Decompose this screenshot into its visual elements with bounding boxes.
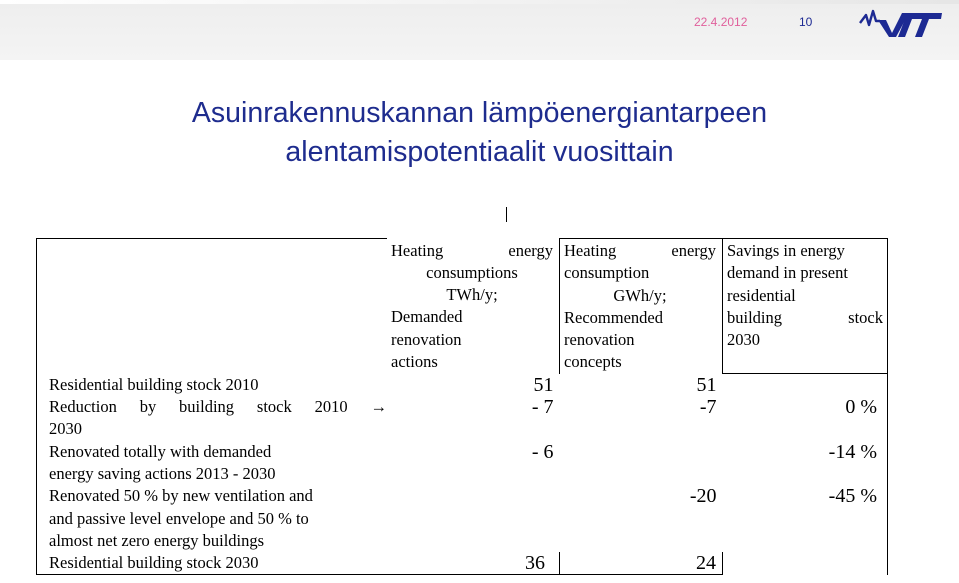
logo-text: VTT <box>856 9 858 10</box>
vtt-logo <box>856 9 942 39</box>
row-value-recommended <box>560 441 723 486</box>
row-label: Reduction by building stock 2010 → 2030 <box>37 396 388 441</box>
header-bar <box>0 0 959 60</box>
slide-title <box>0 94 959 172</box>
title-line-2: alentamispotentiaalit vuosittain <box>285 136 674 168</box>
row-value-savings: -14 % <box>723 441 888 486</box>
row-value-recommended: 51 <box>696 373 717 396</box>
header-savings: Savings in energy demand in present residential building stock 2030 <box>723 239 888 374</box>
row-label: Residential building stock 2030 <box>37 552 388 575</box>
table-row <box>37 552 888 575</box>
row-label: Residential building stock 2010 <box>37 374 388 396</box>
row-label: Renovated totally with demanded energy saving actions 2013 - 2030 <box>37 441 388 486</box>
header-recommended-concepts: Heating energy consumption GWh/y; Recommended renovation concepts <box>560 239 723 374</box>
text-cursor <box>506 207 507 222</box>
row-value-recommended: -7 <box>699 396 717 419</box>
table-header-row <box>37 239 888 374</box>
table-row <box>37 374 888 396</box>
slide-date: 22.4.2012 <box>694 15 748 29</box>
row-value-savings: -45 % <box>723 485 888 552</box>
row-value-recommended: -20 <box>689 485 717 508</box>
row-label: Renovated 50 % by new ventilation and and passive level envelope and 50 % to almost net zero energy buildings <box>37 485 388 552</box>
row-value-savings <box>723 552 888 575</box>
row-value-demanded: 51 <box>533 373 554 396</box>
row-value-demanded: - 6 <box>531 440 554 463</box>
page-number: 10 <box>799 15 813 29</box>
energy-savings-table <box>36 238 888 575</box>
row-value-demanded: - 7 <box>531 396 554 419</box>
title-line-1: Asuinrakennuskannan lämpöenergiantarpeen <box>191 97 768 129</box>
header-band <box>0 0 959 4</box>
row-value-recommended: 24 <box>560 552 723 575</box>
row-value-demanded <box>387 485 560 552</box>
table-row <box>37 396 888 441</box>
table-row <box>37 441 888 486</box>
table-row <box>37 485 888 552</box>
row-value-demanded: 36 <box>387 552 560 575</box>
row-value-savings <box>723 374 888 396</box>
header-demanded-actions: Heating energy consumptions TWh/y; Demanded renovation actions <box>391 240 553 371</box>
row-value-savings: 0 % <box>723 396 888 441</box>
header-blank-cell <box>37 239 388 374</box>
